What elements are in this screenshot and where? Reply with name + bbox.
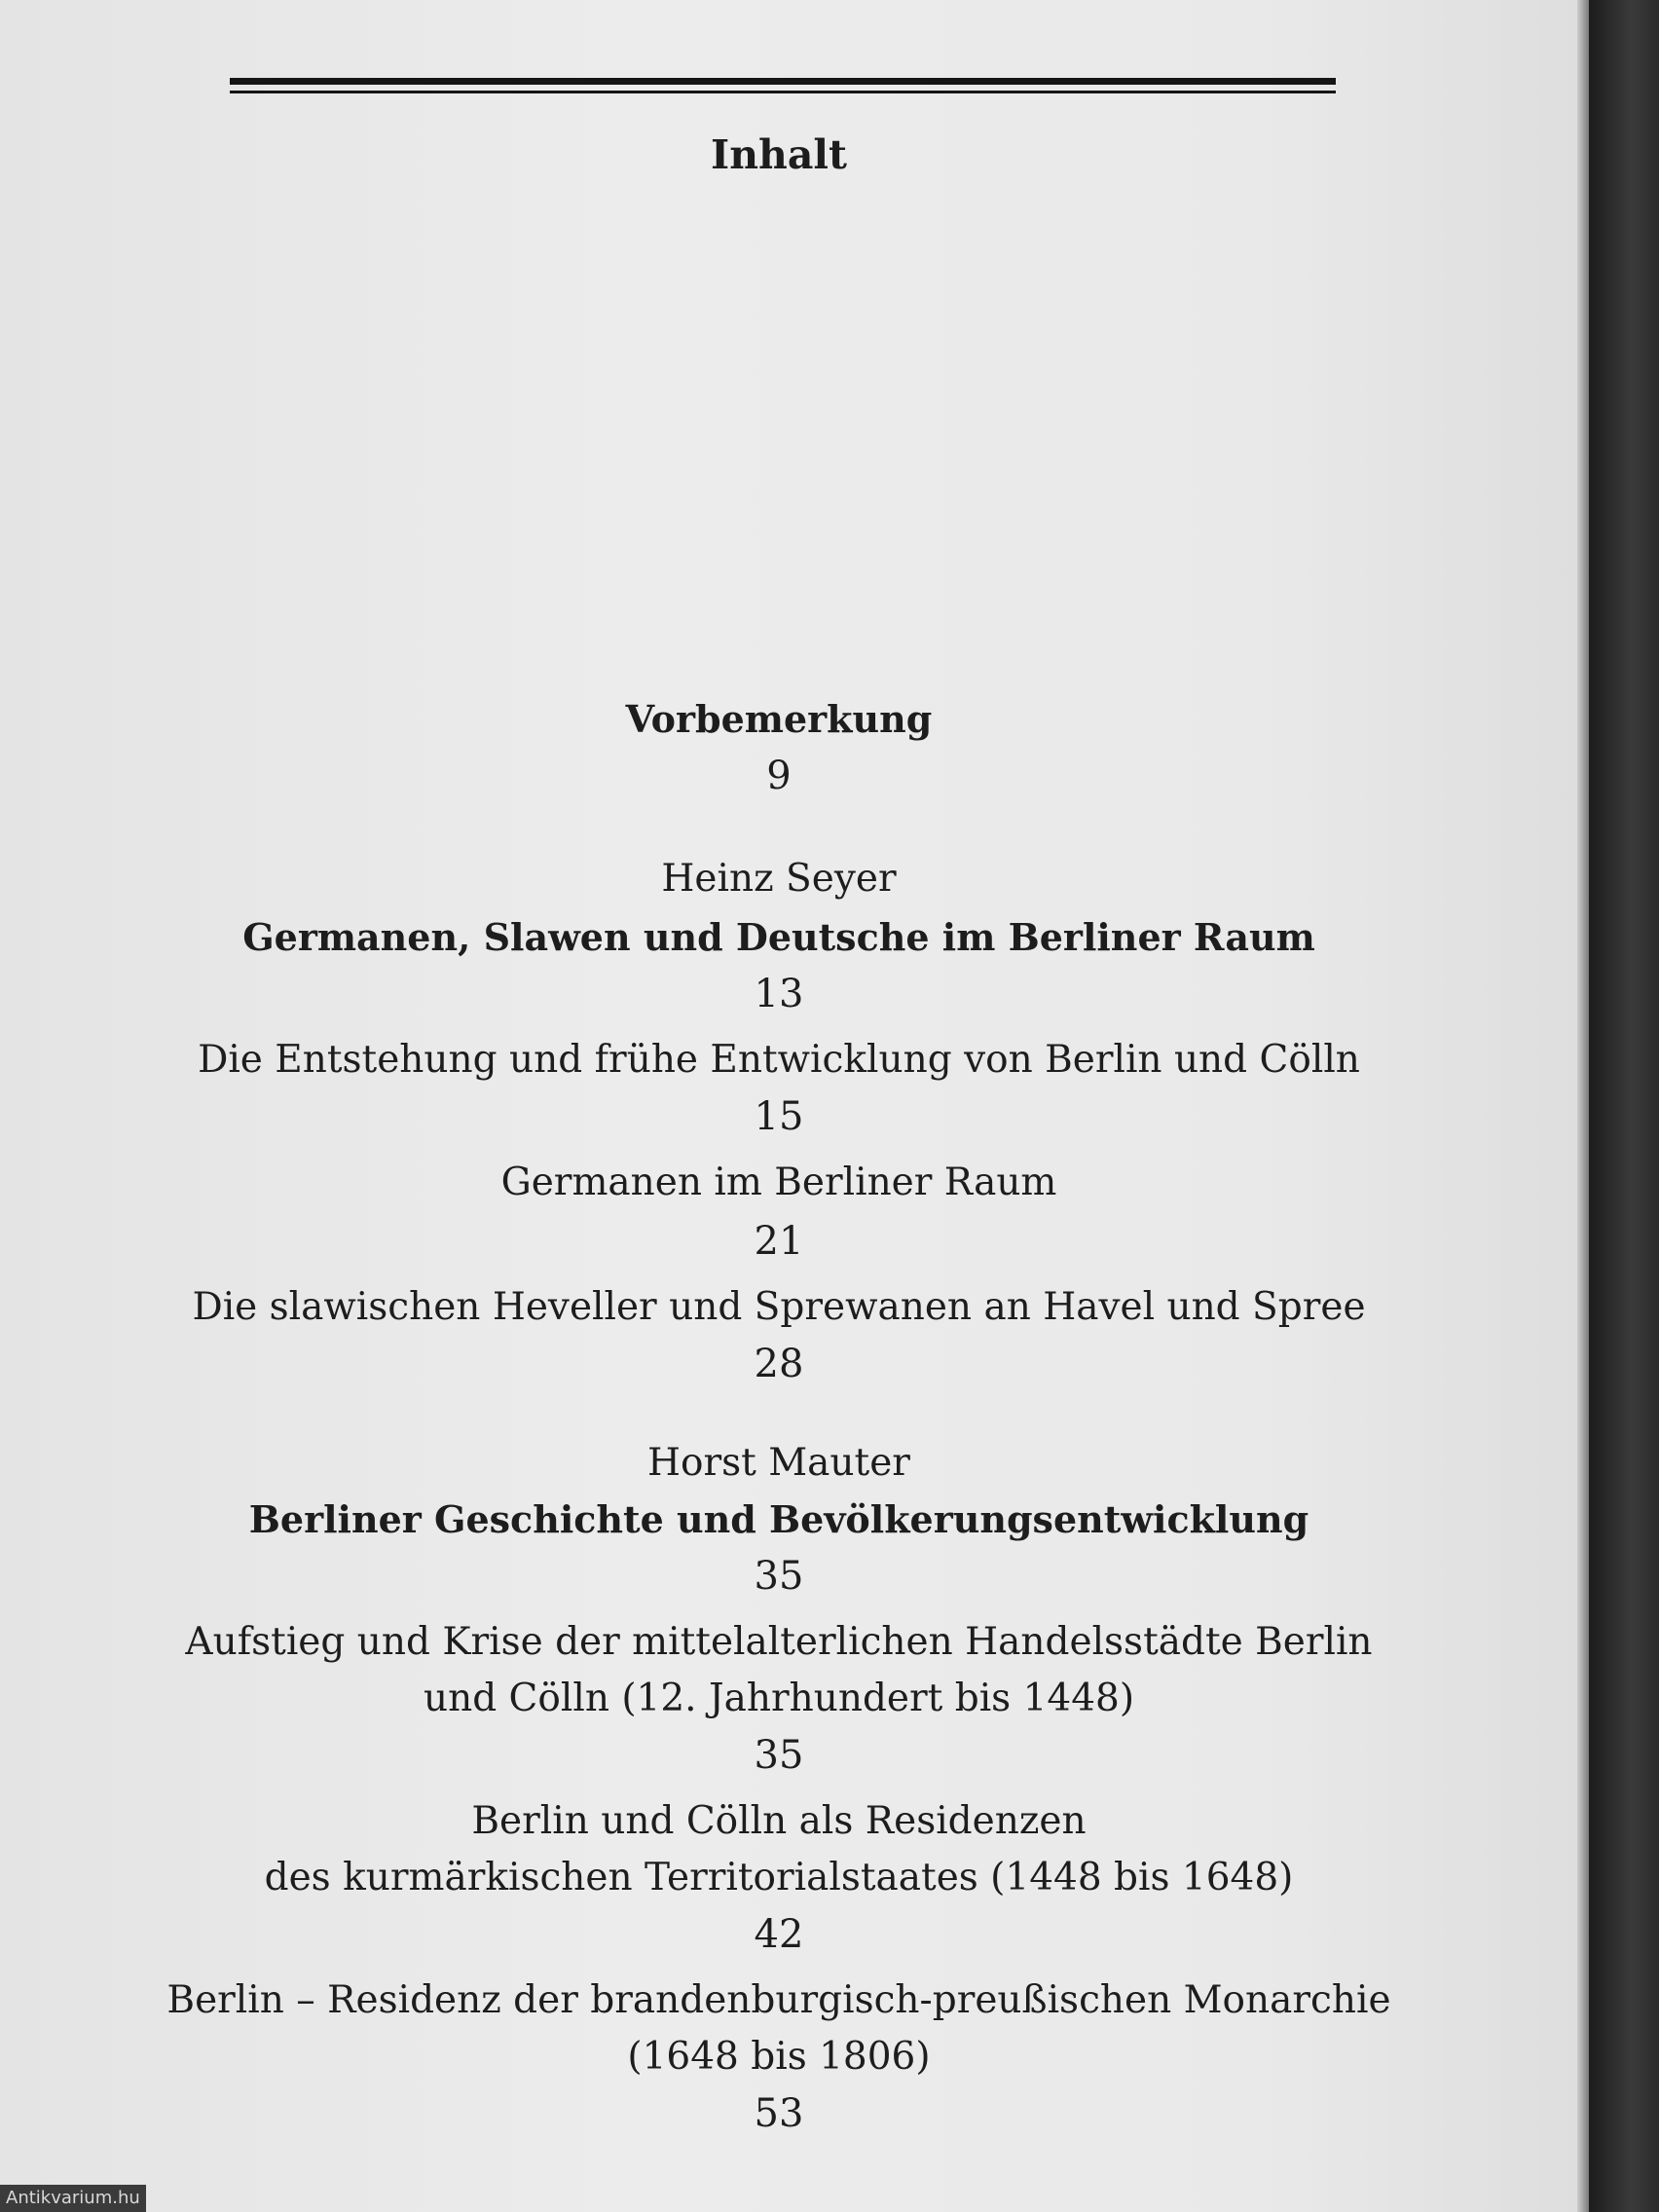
toc-section-page: 42 [754, 1912, 804, 1957]
toc-chapter-title-mauter: Berliner Geschichte und Bevölkerungsentwicklung [248, 1497, 1309, 1541]
toc-section-title-line2: und Cölln (12. Jahrhundert bis 1448) [423, 1677, 1135, 1720]
toc-section-title: Die slawischen Heveller und Sprewanen an Havel und Spree [192, 1285, 1366, 1329]
toc-author-seyer: Heinz Seyer [661, 857, 897, 901]
toc-entry-title-vorbemerkung: Vorbemerkung [625, 697, 933, 741]
toc-section-title-line1: Berlin – Residenz der brandenburgisch-preußischen Monarchie [166, 1978, 1391, 2022]
toc-section-title-line2: des kurmärkischen Territorialstaates (1448 bis 1648) [264, 1856, 1294, 1899]
toc-section-page: 35 [754, 1733, 804, 1778]
toc-section-title-line2: (1648 bis 1806) [627, 2035, 931, 2079]
toc-chapter-page-seyer: 13 [754, 972, 804, 1016]
page-edge [1577, 0, 1589, 2212]
toc-section-title: Die Entstehung und frühe Entwicklung von Berlin und Cölln [198, 1038, 1360, 1082]
toc-section-page: 21 [754, 1219, 804, 1264]
toc-author-mauter: Horst Mauter [647, 1441, 910, 1485]
header-rule-thick [230, 78, 1336, 85]
header-rule-thin [230, 91, 1336, 93]
book-cover-edge [1589, 0, 1659, 2212]
toc-section-title: Germanen im Berliner Raum [500, 1161, 1057, 1204]
toc-section-title-line1: Aufstieg und Krise der mittelalterlichen Handelsstädte Berlin [185, 1620, 1373, 1664]
toc-section-page: 28 [754, 1342, 804, 1386]
toc-section-title-line1: Berlin und Cölln als Residenzen [471, 1799, 1087, 1843]
toc-section-page: 53 [754, 2091, 804, 2136]
toc-chapter-title-seyer: Germanen, Slawen und Deutsche im Berliner Raum [242, 915, 1315, 959]
page-title: Inhalt [711, 131, 847, 178]
toc-chapter-page-mauter: 35 [754, 1554, 804, 1599]
toc-entry-page-vorbemerkung: 9 [766, 754, 792, 798]
watermark: Antikvarium.hu [0, 2185, 146, 2212]
toc-section-page: 15 [754, 1094, 804, 1139]
